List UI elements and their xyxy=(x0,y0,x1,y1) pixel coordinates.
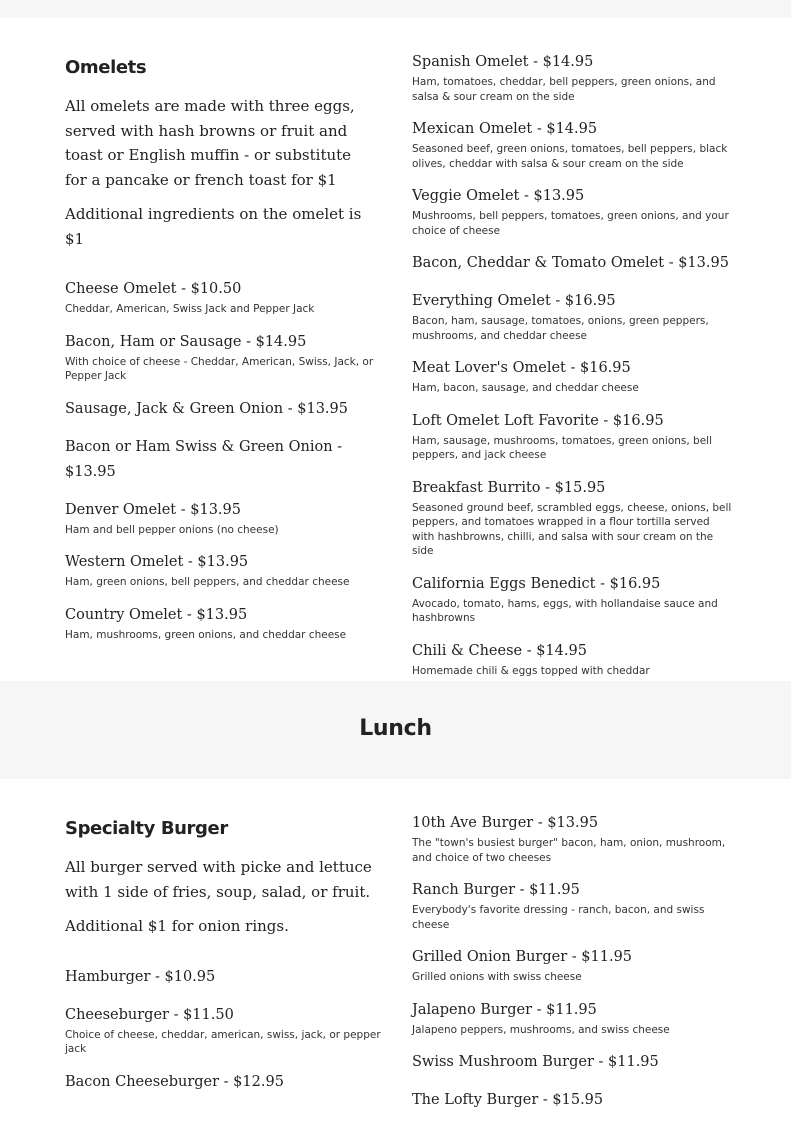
lunch-section-title: Lunch xyxy=(359,716,432,741)
menu-item-title: Swiss Mushroom Burger - $11.95 xyxy=(412,1054,659,1070)
menu-item xyxy=(412,1050,732,1075)
menu-item-description: Everybody's favorite dressing - ranch, bacon, and swiss cheese xyxy=(412,904,705,931)
menu-item-title: Bacon Cheeseburger - $12.95 xyxy=(65,1073,284,1090)
menu-item xyxy=(412,1088,732,1113)
menu-item-description: Seasoned ground beef, scrambled eggs, cheese, onions, bell peppers, and tomatoes wrapped in a flour tortilla served with hashbrowns, chilli, and salsa with sour cream on the side xyxy=(412,501,732,557)
menu-item xyxy=(412,50,732,104)
menu-item-description: Ham, tomatoes, cheddar, bell peppers, green onions, and salsa & sour cream on the side xyxy=(412,76,716,103)
menu-item-description: Mushrooms, bell peppers, tomatoes, green onions, and your choice of cheese xyxy=(412,210,729,237)
menu-item-title: The Lofty Burger - $15.95 xyxy=(412,1092,604,1108)
menu-item xyxy=(65,435,385,485)
menu-item xyxy=(412,356,732,396)
menu-item xyxy=(65,498,385,538)
menu-item-description: Jalapeno peppers, mushrooms, and swiss cheese xyxy=(412,1023,670,1036)
menu-item-title: Bacon, Cheddar & Tomato Omelet - $13.95 xyxy=(412,255,729,271)
menu-item-description: Homemade chili & eggs topped with cheddar xyxy=(412,664,650,677)
burgers-right-list xyxy=(412,811,732,1113)
omelets-right-column xyxy=(412,50,732,691)
omelets-intro: All omelets are made with three eggs, served with hash browns or fruit and toast or English muffin - or substitute for a pancake or french toast for $1 xyxy=(65,97,355,189)
menu-item-title: Hamburger - $10.95 xyxy=(65,968,216,985)
omelets-left-column xyxy=(65,56,385,655)
menu-item-title: Cheese Omelet - $10.50 xyxy=(65,281,242,297)
menu-item-title: Jalapeno Burger - $11.95 xyxy=(412,1001,597,1018)
burgers-intro: All burger served with picke and lettuce with 1 side of fries, soup, salad, or fruit. xyxy=(65,858,372,901)
burgers-left-list xyxy=(65,965,385,1095)
menu-item-title: Spanish Omelet - $14.95 xyxy=(412,54,594,70)
menu-item xyxy=(412,878,732,932)
menu-item-title: Loft Omelet Loft Favorite - $16.95 xyxy=(412,412,664,429)
menu-item xyxy=(65,965,385,990)
menu-item-description: Cheddar, American, Swiss Jack and Pepper Jack xyxy=(65,303,315,315)
menu-item-title: Grilled Onion Burger - $11.95 xyxy=(412,949,633,965)
menu-item xyxy=(412,639,732,679)
menu-item-title: Mexican Omelet - $14.95 xyxy=(412,121,598,137)
menu-item-title: Meat Lover's Omelet - $16.95 xyxy=(412,360,631,376)
menu-item-title: Western Omelet - $13.95 xyxy=(65,554,249,570)
menu-item-description: Ham, mushrooms, green onions, and cheddar cheese xyxy=(65,628,347,641)
menu-item-title: Ranch Burger - $11.95 xyxy=(412,882,580,898)
burgers-additional-note: Additional $1 for onion rings. xyxy=(65,917,289,935)
menu-item-title: Veggie Omelet - $13.95 xyxy=(412,188,585,204)
menu-item xyxy=(65,550,385,590)
menu-item-title: Bacon or Ham Swiss & Green Onion - $13.95 xyxy=(65,438,343,480)
menu-item xyxy=(412,184,732,238)
omelets-left-list xyxy=(65,277,385,642)
menu-item xyxy=(412,572,732,626)
burgers-heading: Specialty Burger xyxy=(65,818,228,839)
omelets-right-list xyxy=(412,50,732,678)
menu-item xyxy=(412,476,732,559)
menu-item xyxy=(412,117,732,171)
menu-item-description: Ham and bell pepper onions (no cheese) xyxy=(65,523,279,536)
menu-item xyxy=(65,1070,385,1095)
menu-item-title: Cheeseburger - $11.50 xyxy=(65,1006,234,1023)
burgers-right-column xyxy=(412,811,732,1126)
menu-item-description: Avocado, tomato, hams, eggs, with hollandaise sauce and hashbrowns xyxy=(412,597,718,624)
menu-item-title: Bacon, Ham or Sausage - $14.95 xyxy=(65,333,307,350)
menu-item xyxy=(412,811,732,865)
menu-item-title: California Eggs Benedict - $16.95 xyxy=(412,575,661,592)
menu-item-description: Grilled onions with swiss cheese xyxy=(412,971,582,983)
omelets-additional-note: Additional ingredients on the omelet is $1 xyxy=(65,205,362,248)
omelets-heading: Omelets xyxy=(65,57,147,78)
top-band xyxy=(0,0,791,18)
menu-item-description: With choice of cheese - Cheddar, American, Swiss, Jack, or Pepper Jack xyxy=(65,355,374,382)
menu-item-description: Choice of cheese, cheddar, american, swiss, jack, or pepper jack xyxy=(65,1028,381,1055)
menu-item-description: Ham, green onions, bell peppers, and cheddar cheese xyxy=(65,576,350,588)
menu-item-title: Everything Omelet - $16.95 xyxy=(412,293,616,309)
menu-item-description: The "town's busiest burger" bacon, ham, onion, mushroom, and choice of two cheeses xyxy=(412,837,726,864)
menu-item-title: Chili & Cheese - $14.95 xyxy=(412,642,587,659)
menu-item-title: Country Omelet - $13.95 xyxy=(65,606,248,623)
menu-item xyxy=(412,251,732,276)
menu-item-title: Breakfast Burrito - $15.95 xyxy=(412,479,606,496)
menu-item-description: Ham, bacon, sausage, and cheddar cheese xyxy=(412,382,639,394)
menu-item xyxy=(65,277,385,317)
menu-item-description: Ham, sausage, mushrooms, tomatoes, green onions, bell peppers, and jack cheese xyxy=(412,434,713,461)
menu-item-description: Bacon, ham, sausage, tomatoes, onions, green peppers, mushrooms, and cheddar cheese xyxy=(412,315,709,342)
menu-item xyxy=(65,1003,385,1057)
menu-item-description: Seasoned beef, green onions, tomatoes, bell peppers, black olives, cheddar with salsa & sour cream on the side xyxy=(412,143,728,170)
burgers-left-column xyxy=(65,817,385,1108)
menu-item xyxy=(412,409,732,463)
menu-item-title: 10th Ave Burger - $13.95 xyxy=(412,815,599,831)
menu-item-title: Denver Omelet - $13.95 xyxy=(65,501,241,518)
menu-item xyxy=(412,998,732,1038)
menu-item xyxy=(412,945,732,985)
menu-item xyxy=(65,603,385,643)
menu-item xyxy=(65,330,385,384)
menu-item xyxy=(65,397,385,422)
menu-item-title: Sausage, Jack & Green Onion - $13.95 xyxy=(65,400,348,417)
menu-item xyxy=(412,289,732,343)
